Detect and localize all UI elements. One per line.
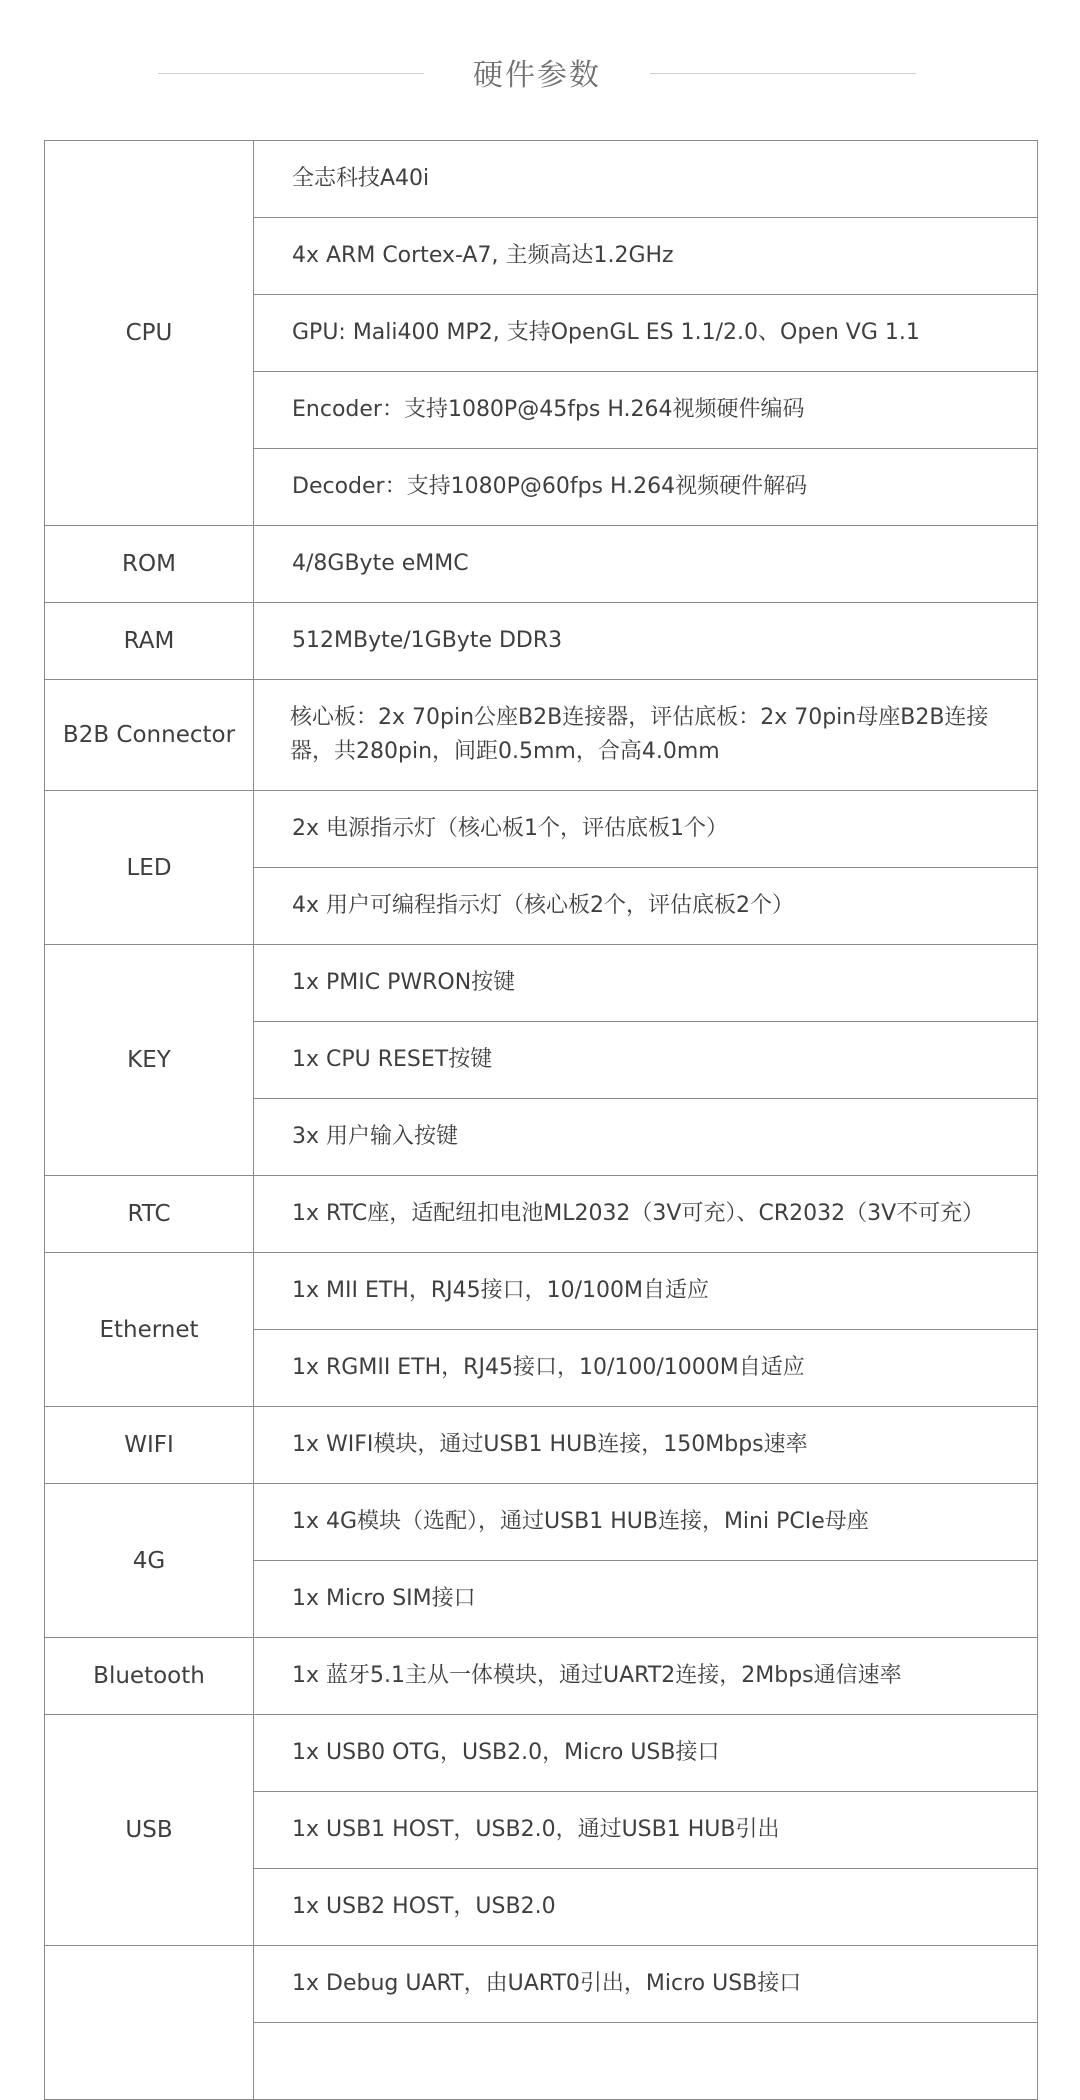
table-row <box>45 141 1038 218</box>
category-cell: RTC <box>45 1176 254 1253</box>
value-cell: Decoder：支持1080P@60fps H.264视频硬件解码 <box>254 449 1038 526</box>
table-row <box>45 1715 1038 1792</box>
table-row <box>45 945 1038 1022</box>
table-row <box>45 603 1038 680</box>
category-cell: WIFI <box>45 1407 254 1484</box>
value-cell: 1x USB2 HOST，USB2.0 <box>254 1869 1038 1946</box>
value-cell: 1x Debug UART，由UART0引出，Micro USB接口 <box>254 1946 1038 2023</box>
hardware-spec-table <box>44 140 1038 2100</box>
table-row <box>45 1946 1038 2023</box>
value-cell: 2x 电源指示灯（核心板1个，评估底板1个） <box>254 791 1038 868</box>
value-cell: 1x PMIC PWRON按键 <box>254 945 1038 1022</box>
value-cell: 1x USB0 OTG，USB2.0，Micro USB接口 <box>254 1715 1038 1792</box>
category-cell: RAM <box>45 603 254 680</box>
value-cell: 1x MII ETH，RJ45接口，10/100M自适应 <box>254 1253 1038 1330</box>
value-cell: 1x Micro SIM接口 <box>254 1561 1038 1638</box>
value-cell: 全志科技A40i <box>254 141 1038 218</box>
value-cell: 4x 用户可编程指示灯（核心板2个，评估底板2个） <box>254 868 1038 945</box>
header-divider-left <box>158 73 424 74</box>
value-cell: 1x WIFI模块，通过USB1 HUB连接，150Mbps速率 <box>254 1407 1038 1484</box>
value-cell: Encoder：支持1080P@45fps H.264视频硬件编码 <box>254 372 1038 449</box>
table-row <box>45 680 1038 791</box>
value-cell: 512MByte/1GByte DDR3 <box>254 603 1038 680</box>
category-cell <box>45 1946 254 2100</box>
value-cell <box>254 2023 1038 2100</box>
table-row <box>45 526 1038 603</box>
value-cell: 1x RTC座，适配纽扣电池ML2032（3V可充）、CR2032（3V不可充） <box>254 1176 1038 1253</box>
value-cell: 1x 4G模块（选配），通过USB1 HUB连接，Mini PCIe母座 <box>254 1484 1038 1561</box>
category-cell: Bluetooth <box>45 1638 254 1715</box>
table-row <box>45 1484 1038 1561</box>
table-row <box>45 791 1038 868</box>
value-cell: 1x USB1 HOST，USB2.0，通过USB1 HUB引出 <box>254 1792 1038 1869</box>
category-cell: 4G <box>45 1484 254 1638</box>
table-row <box>45 1407 1038 1484</box>
table-row <box>45 1253 1038 1330</box>
category-cell: Ethernet <box>45 1253 254 1407</box>
table-row <box>45 1638 1038 1715</box>
category-cell: USB <box>45 1715 254 1946</box>
section-title: 硬件参数 <box>473 58 601 93</box>
category-cell: KEY <box>45 945 254 1176</box>
category-cell: ROM <box>45 526 254 603</box>
value-cell: 4x ARM Cortex-A7, 主频高达1.2GHz <box>254 218 1038 295</box>
category-cell: LED <box>45 791 254 945</box>
value-cell: 1x 蓝牙5.1主从一体模块，通过UART2连接，2Mbps通信速率 <box>254 1638 1038 1715</box>
header-divider-right <box>650 73 916 74</box>
value-cell: 4/8GByte eMMC <box>254 526 1038 603</box>
table-row <box>45 1176 1038 1253</box>
category-cell: B2B Connector <box>45 680 254 791</box>
section-header <box>0 36 1080 106</box>
value-cell: 1x CPU RESET按键 <box>254 1022 1038 1099</box>
value-cell: GPU: Mali400 MP2, 支持OpenGL ES 1.1/2.0、Open VG 1.1 <box>254 295 1038 372</box>
value-cell: 核心板：2x 70pin公座B2B连接器，评估底板：2x 70pin母座B2B连接器，共280pin，间距0.5mm，合高4.0mm <box>254 680 1038 791</box>
category-cell: CPU <box>45 141 254 526</box>
value-cell: 3x 用户输入按键 <box>254 1099 1038 1176</box>
value-cell: 1x RGMII ETH，RJ45接口，10/100/1000M自适应 <box>254 1330 1038 1407</box>
